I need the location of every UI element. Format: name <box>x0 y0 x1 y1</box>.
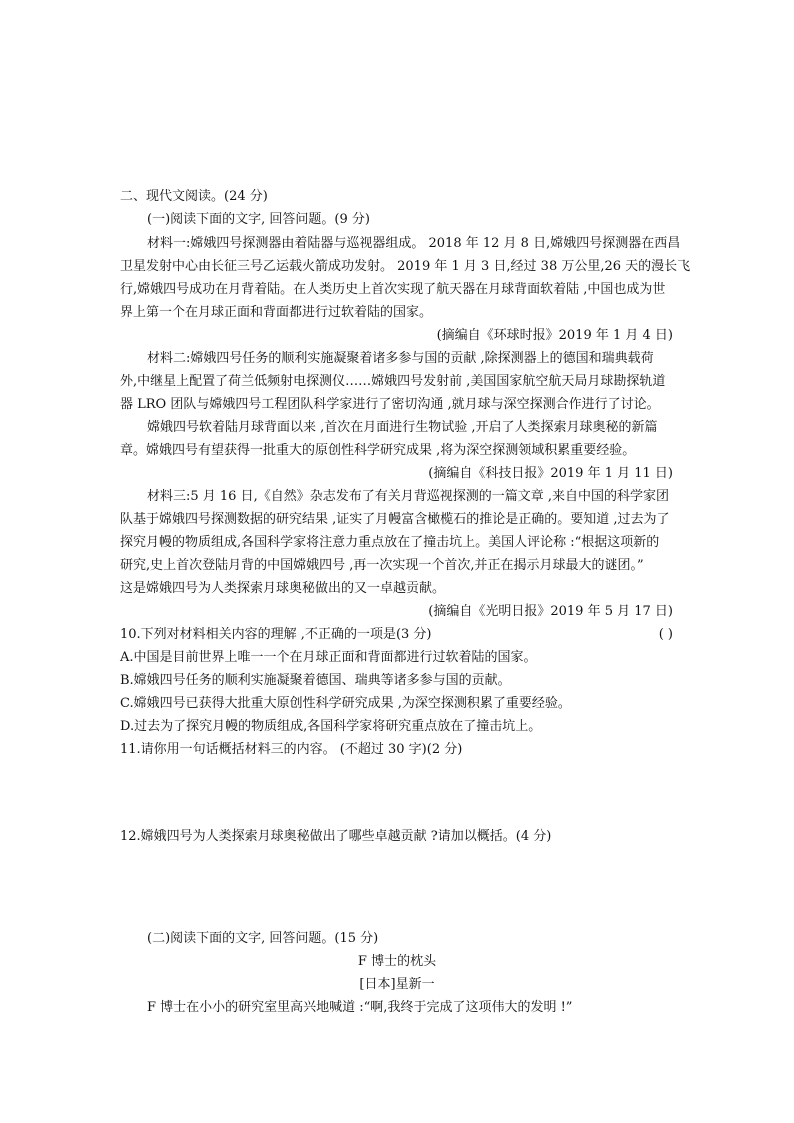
option-a: A.中国是目前世界上唯一一个在月球正面和背面都进行过软着陆的国家。 <box>120 650 537 665</box>
source-2: (摘编自《科技日报》2019 年 1 月 11 日) <box>428 466 673 481</box>
story-first-line: F 博士在小小的研究室里高兴地喊道 :“啊,我终于完成了这项伟大的发明 !” <box>147 1000 573 1015</box>
section-title: 二、现代文阅读。(24 分) <box>120 189 268 204</box>
material3-line: 材料三:5 月 16 日,《自然》杂志发布了有关月背巡视探测的一篇文章 ,来自中国的科学家团 <box>147 489 669 504</box>
material1-line: 界上第一个在月球正面和背面都进行过软着陆的国家。 <box>120 305 433 320</box>
material2b-line: 章。嫦娥四号有望获得一批重大的原创性科学研究成果 ,将为深空探测领域积累重要经验。 <box>120 443 636 458</box>
story-author: [日本]星新一 <box>359 977 435 992</box>
option-c: C.嫦娥四号已获得大批重大原创性科学研究成果 ,为深空探测积累了重要经验。 <box>120 696 571 711</box>
material2-line: 外,中继星上配置了荷兰低频射电探测仪……嫦娥四号发射前 ,美国国家航空航天局月球勘探轨道 <box>120 374 666 389</box>
material3-line: 探究月幔的物质组成,各国科学家将注意力重点放在了撞击坑上。美国人评论称 :“根据这项新的 <box>120 535 660 550</box>
material3-line: 研究,史上首次登陆月背的中国嫦娥四号 ,再一次实现一个首次,并正在揭示月球最大的谜团。” <box>120 558 644 573</box>
material3-line: 队基于嫦娥四号探测数据的研究结果 ,证实了月幔富含橄榄石的推论是正确的。要知道 ,过去为了 <box>120 512 670 527</box>
answer-blank[interactable]: ( ) <box>658 627 673 642</box>
source-1: (摘编自《环球时报》2019 年 1 月 4 日) <box>436 328 673 343</box>
source-3: (摘编自《光明日报》2019 年 5 月 17 日) <box>428 604 673 619</box>
material1-line: 卫星发射中心由长征三号乙运载火箭成功发射。 2019 年 1 月 3 日,经过 38 万公里,26 天的漫长飞 <box>120 259 691 274</box>
material2-line: 器 LRO 团队与嫦娥四号工程团队科学家进行了密切沟通 ,就月球与深空探测合作进行了讨论。 <box>120 397 660 412</box>
material3-line: 这是嫦娥四号为人类探索月球奥秘做出的又一卓越贡献。 <box>120 581 446 596</box>
material2b-line: 嫦娥四号软着陆月球背面以来 ,首次在月面进行生物试验 ,开启了人类探索月球奥秘的新篇 <box>147 420 658 435</box>
option-d: D.过去为了探究月幔的物质组成,各国科学家将研究重点放在了撞击坑上。 <box>120 719 542 734</box>
material1-line: 行,嫦娥四号成功在月背着陆。在人类历史上首次实现了航天器在月球背面软着陆 ,中国也成为世 <box>120 282 666 297</box>
question-10-stem: 10.下列对材料相关内容的理解 ,不正确的一项是(3 分) <box>120 627 432 642</box>
question-11: 11.请你用一句话概括材料三的内容。 (不超过 30 字)(2 分) <box>120 742 463 757</box>
option-b: B.嫦娥四号任务的顺利实施凝聚着德国、瑞典等诸多参与国的贡献。 <box>120 673 511 688</box>
part1-heading: (一)阅读下面的文字, 回答问题。(9 分) <box>147 212 370 227</box>
material2-line: 材料二:嫦娥四号任务的顺利实施凝聚着诸多参与国的贡献 ,除探测器上的德国和瑞典载荷 <box>147 351 654 366</box>
story-title: F 博士的枕头 <box>357 954 437 969</box>
question-12: 12.嫦娥四号为人类探索月球奥秘做出了哪些卓越贡献 ?请加以概括。(4 分) <box>120 829 552 844</box>
part2-heading: (二)阅读下面的文字, 回答问题。(15 分) <box>147 931 379 946</box>
material1-line: 材料一:嫦娥四号探测器由着陆器与巡视器组成。 2018 年 12 月 8 日,嫦娥四号探测器在西昌 <box>147 236 681 251</box>
